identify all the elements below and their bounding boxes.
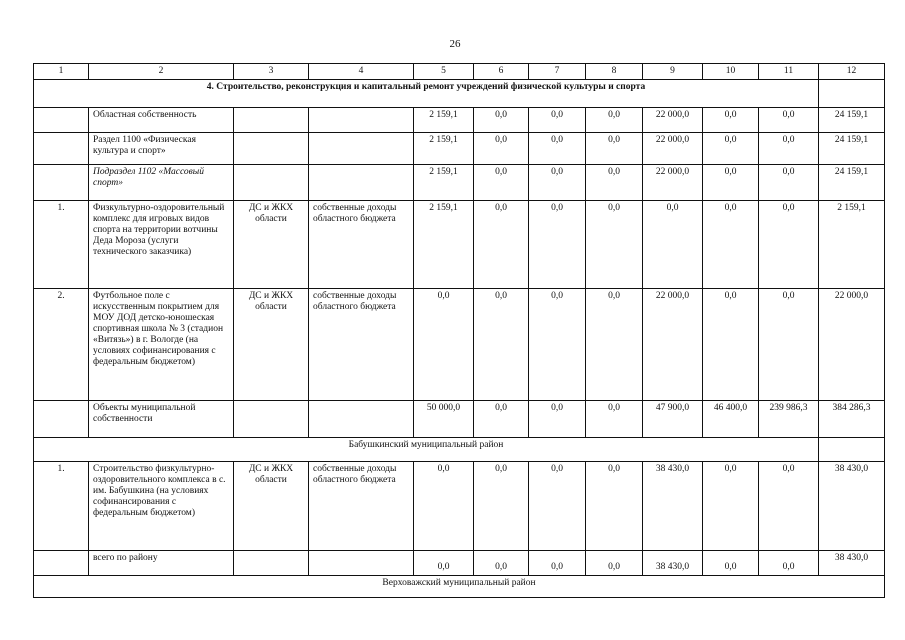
blank-cell [819,438,885,462]
row-name: Физкультурно-оздоровительный комплекс для игровых видов спорта на территории вотчины Деда Мороза (услуги технического заказчика) [89,201,234,289]
row-name: всего по району [89,551,234,576]
row-name: Подраздел 1102 «Массовый спорт» [89,165,234,201]
value-cell: 0,0 [759,133,819,165]
value-cell: 0,0 [703,551,759,576]
table-row [34,551,885,576]
row-name: Футбольное поле с искусственным покрытием для МОУ ДОД детско-юношеская спортивная школа № 3 (стадион «Витязь») в г. Вологде (на условиях софинансирования с федеральным бюджетом) [89,289,234,401]
row-name: Строительство физкультурно-оздоровительного комплекса в с. им. Бабушкина (на условиях софинансирования с федеральным бюджетом) [89,462,234,551]
district-title: Верховажский муниципальный район [34,576,885,598]
table-row [34,108,885,133]
value-cell: 0,0 [474,201,529,289]
column-number: 2 [89,64,234,80]
value-cell: 38 430,0 [643,462,703,551]
row-source: собственные доходы областного бюджета [309,289,414,401]
value-cell: 47 900,0 [643,401,703,438]
table-row [34,289,885,401]
value-cell: 0,0 [759,108,819,133]
column-number: 7 [529,64,586,80]
value-cell: 0,0 [474,165,529,201]
row-responsible [234,133,309,165]
row-number [34,401,89,438]
value-cell: 0,0 [586,201,643,289]
value-cell: 0,0 [474,551,529,576]
value-cell: 0,0 [529,289,586,401]
value-cell: 22 000,0 [819,289,885,401]
value-cell: 0,0 [759,201,819,289]
value-cell: 0,0 [759,462,819,551]
value-cell: 0,0 [414,289,474,401]
value-cell: 0,0 [474,401,529,438]
value-cell: 38 430,0 [819,462,885,551]
table-row [34,133,885,165]
value-cell: 0,0 [529,201,586,289]
table-row [34,201,885,289]
value-cell: 0,0 [703,108,759,133]
row-name: Раздел 1100 «Физическая культура и спорт» [89,133,234,165]
column-number: 3 [234,64,309,80]
row-number [34,165,89,201]
section-header-row [34,80,885,108]
value-cell: 0,0 [414,551,474,576]
row-number: 1. [34,201,89,289]
value-cell: 38 430,0 [819,551,885,576]
row-source: собственные доходы областного бюджета [309,462,414,551]
column-number: 5 [414,64,474,80]
value-cell: 384 286,3 [819,401,885,438]
district-title: Бабушкинский муниципальный район [34,438,819,462]
column-number: 9 [643,64,703,80]
value-cell: 0,0 [529,165,586,201]
value-cell: 0,0 [643,201,703,289]
page-number: 26 [449,38,461,50]
value-cell: 24 159,1 [819,133,885,165]
column-number: 4 [309,64,414,80]
value-cell: 0,0 [474,462,529,551]
row-responsible [234,401,309,438]
section-title: 4. Строительство, реконструкция и капитальный ремонт учреждений физической культуры и спорта [34,80,819,108]
row-responsible [234,551,309,576]
row-source [309,133,414,165]
district-header-row [34,576,885,598]
blank-cell [819,80,885,108]
value-cell: 0,0 [703,462,759,551]
value-cell: 50 000,0 [414,401,474,438]
value-cell: 22 000,0 [643,289,703,401]
row-number [34,133,89,165]
value-cell: 0,0 [474,108,529,133]
value-cell: 0,0 [586,165,643,201]
row-number: 2. [34,289,89,401]
value-cell: 2 159,1 [414,133,474,165]
column-number-row [34,64,885,80]
value-cell: 0,0 [759,551,819,576]
table-row [34,401,885,438]
district-header-row [34,438,885,462]
row-responsible: ДС и ЖКХ области [234,462,309,551]
value-cell: 24 159,1 [819,165,885,201]
value-cell: 0,0 [586,401,643,438]
value-cell: 0,0 [474,289,529,401]
value-cell: 22 000,0 [643,108,703,133]
value-cell: 0,0 [529,401,586,438]
value-cell: 2 159,1 [819,201,885,289]
row-number [34,108,89,133]
value-cell: 0,0 [703,289,759,401]
value-cell: 0,0 [586,108,643,133]
value-cell: 0,0 [529,108,586,133]
row-source [309,108,414,133]
value-cell: 0,0 [529,462,586,551]
value-cell: 239 986,3 [759,401,819,438]
value-cell: 22 000,0 [643,165,703,201]
value-cell: 2 159,1 [414,165,474,201]
row-source: собственные доходы областного бюджета [309,201,414,289]
row-source [309,551,414,576]
row-number: 1. [34,462,89,551]
value-cell: 0,0 [759,165,819,201]
value-cell: 2 159,1 [414,201,474,289]
row-name: Объекты муниципальной собственности [89,401,234,438]
row-name: Областная собственность [89,108,234,133]
row-source [309,401,414,438]
value-cell: 0,0 [474,133,529,165]
budget-table [33,63,885,598]
row-number [34,551,89,576]
value-cell: 0,0 [586,133,643,165]
value-cell: 22 000,0 [643,133,703,165]
value-cell: 0,0 [529,551,586,576]
value-cell: 0,0 [529,133,586,165]
column-number: 10 [703,64,759,80]
value-cell: 0,0 [759,289,819,401]
table-row [34,462,885,551]
row-responsible [234,108,309,133]
value-cell: 46 400,0 [703,401,759,438]
column-number: 1 [34,64,89,80]
value-cell: 38 430,0 [643,551,703,576]
column-number: 12 [819,64,885,80]
value-cell: 24 159,1 [819,108,885,133]
value-cell: 0,0 [703,165,759,201]
value-cell: 0,0 [703,133,759,165]
value-cell: 0,0 [586,462,643,551]
row-responsible [234,165,309,201]
row-responsible: ДС и ЖКХ области [234,289,309,401]
column-number: 8 [586,64,643,80]
column-number: 11 [759,64,819,80]
column-number: 6 [474,64,529,80]
value-cell: 0,0 [414,462,474,551]
value-cell: 2 159,1 [414,108,474,133]
value-cell: 0,0 [703,201,759,289]
row-responsible: ДС и ЖКХ области [234,201,309,289]
table-row [34,165,885,201]
value-cell: 0,0 [586,551,643,576]
row-source [309,165,414,201]
value-cell: 0,0 [586,289,643,401]
